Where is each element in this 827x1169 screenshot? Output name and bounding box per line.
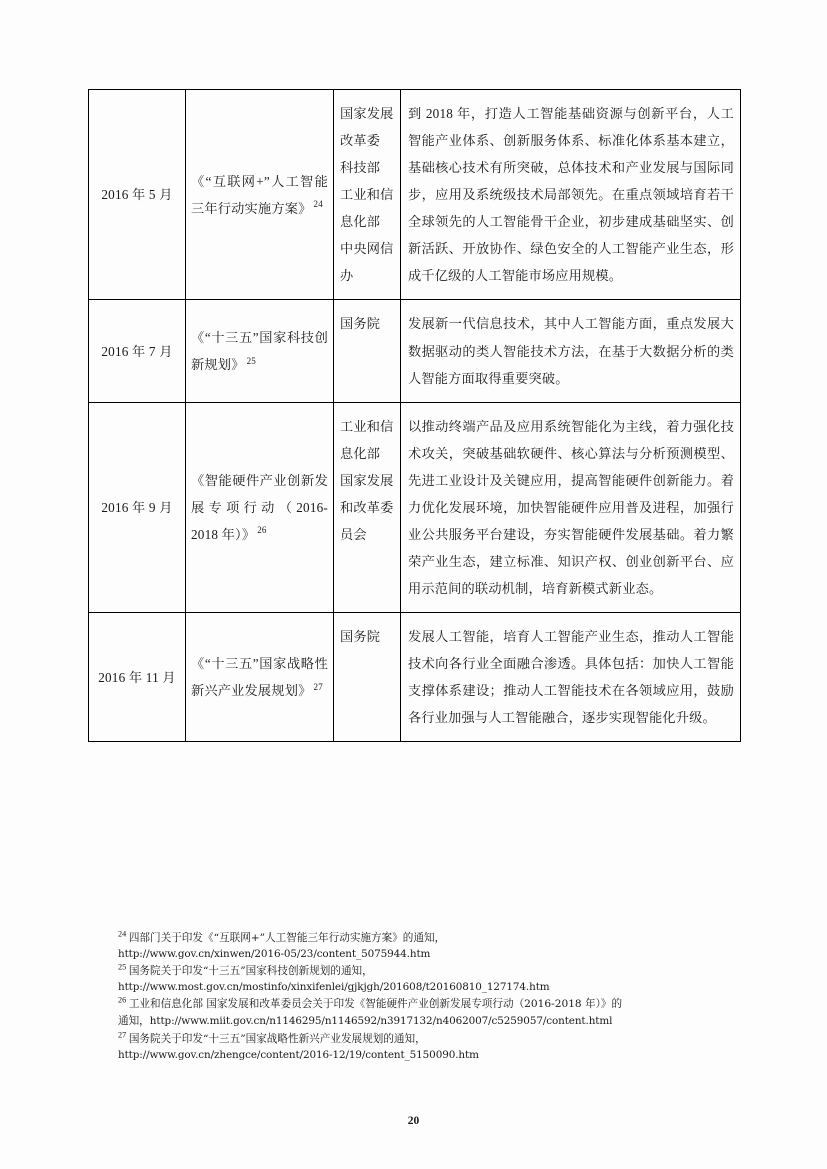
- cell-document: [186, 300, 334, 402]
- policy-table: [88, 89, 741, 742]
- org-line: 息化部: [340, 445, 381, 461]
- org-line: 工业和信: [340, 187, 394, 203]
- footnote-text: 四部门关于印发《“互联网+”人工智能三年行动实施方案》的通知，: [128, 932, 446, 944]
- page-number: 20: [407, 1115, 420, 1127]
- table-row: [89, 90, 741, 300]
- org-line: 国务院: [340, 316, 381, 332]
- org-line: 国务院: [340, 629, 381, 645]
- document-title-text: 《“互联网+”人工智能三年行动实施方案》: [191, 173, 328, 216]
- org-line: 国家发展: [340, 472, 394, 488]
- date-text: 2016 年 5 月: [101, 187, 173, 203]
- date-text: 2016 年 11 月: [98, 669, 176, 685]
- footnote-ref-25: 25: [246, 355, 256, 366]
- document-title: [186, 640, 333, 714]
- issuing-org-text: [334, 613, 400, 660]
- cell-description: [401, 90, 741, 300]
- cell-date: [89, 402, 186, 612]
- document-title-text: 《“十三五”国家战略性新兴产业发展规划》: [191, 656, 328, 699]
- cell-issuing-org: [334, 300, 401, 402]
- org-line: 员会: [340, 526, 367, 542]
- document-title: [186, 158, 333, 232]
- footnote-item: [118, 1031, 718, 1048]
- org-line: 中央网信: [340, 241, 394, 257]
- footnotes-section: [118, 930, 718, 1064]
- footnote-url[interactable]: http://www.miit.gov.cn/n1146295/n1146592/n3917132/n4062007/c5259057/content.html: [149, 1015, 613, 1028]
- date-text: 2016 年 9 月: [101, 499, 173, 515]
- cell-description: [401, 402, 741, 612]
- footnote-url[interactable]: http://www.gov.cn/zhengce/content/2016-12/19/content_5150090.htm: [118, 1048, 479, 1061]
- description-text: 发展人工智能，培育人工智能产业生态，推动人工智能技术向各行业全面融合渗透。具体包括：加快人工智能支撑体系建设；推动人工智能技术在各领域应用，鼓励各行业加强与人工智能融合，逐步实现智能化升级。: [408, 629, 734, 726]
- date-text: 2016 年 7 月: [101, 343, 173, 359]
- cell-description: [401, 613, 741, 742]
- footnote-item: [118, 963, 718, 980]
- document-title: [186, 314, 333, 388]
- cell-issuing-org: [334, 613, 401, 742]
- footnote-url[interactable]: http://www.most.gov.cn/mostinfo/xinxifenlei/gjkjgh/201608/t20160810_127174.htm: [118, 981, 550, 994]
- org-line: 科技部: [340, 160, 381, 176]
- policy-table-body: [89, 90, 741, 742]
- footnote-text-cont: 通知，: [118, 1015, 150, 1028]
- table-row: [89, 300, 741, 402]
- document-title-text: 《智能硬件产业创新发展专项行动（2016-2018 年）》: [191, 472, 328, 542]
- footnote-number: 26: [118, 995, 127, 1005]
- issuing-org-text: [334, 90, 400, 299]
- cell-document: [186, 402, 334, 612]
- table-row: [89, 402, 741, 612]
- footnote-ref-27: 27: [313, 681, 323, 692]
- footnote-ref-26: 26: [257, 525, 267, 536]
- cell-date: [89, 613, 186, 742]
- footnote-url[interactable]: http://www.gov.cn/xinwen/2016-05/23/content_5075944.htm: [118, 948, 431, 961]
- footnote-text: 国务院关于印发“十三五”国家战略性新兴产业发展规划的通知，: [128, 1032, 426, 1045]
- footnote-text: 工业和信息化部 国家发展和改革委员会关于印发《智能硬件产业创新发展专项行动（2016-2018 年）》的: [128, 998, 623, 1011]
- description-text: 到 2018 年，打造人工智能基础资源与创新平台，人工智能产业体系、创新服务体系、标准化体系基本建立，基础核心技术有所突破，总体技术和产业发展与国际同步，应用及系统级技术局部领先。在重点领域培育若干全球领先的人工智能骨干企业，初步建成基础坚实、创新活跃、开放协作、绿色安全的人工智能产业生态，形成千亿级的人工智能市场应用规模。: [408, 106, 734, 284]
- issuing-org-text: [334, 403, 400, 558]
- org-line: 改革委: [340, 133, 381, 149]
- footnote-url-line: [118, 1048, 718, 1064]
- cell-issuing-org: [334, 402, 401, 612]
- document-title: [186, 457, 333, 558]
- org-line: 国家发展: [340, 106, 394, 121]
- footnote-url-line: [118, 947, 718, 963]
- footnote-number: 25: [118, 962, 127, 972]
- footnote-item: [118, 930, 718, 947]
- footnote-url-line: [118, 980, 718, 996]
- cell-date: [89, 300, 186, 402]
- cell-issuing-org: [334, 90, 401, 300]
- document-title-text: 《“十三五”国家科技创新规划》: [191, 329, 328, 373]
- cell-date: [89, 90, 186, 300]
- cell-document: [186, 613, 334, 742]
- footnote-number: 24: [118, 929, 127, 939]
- description-text: 发展新一代信息技术，其中人工智能方面，重点发展大数据驱动的类人智能技术方法，在基于大数据分析的类人智能方面取得重要突破。: [408, 316, 734, 386]
- footnote-url-line: [118, 1013, 718, 1030]
- description-text: 以推动终端产品及应用系统智能化为主线，着力强化技术攻关，突破基础软硬件、核心算法与分析预测模型、先进工业设计及关键应用，提高智能硬件创新能力。着力优化发展环境，加快智能硬件应用普及进程，加强行业公共服务平台建设，夯实智能硬件发展基础。着力繁荣产业生态，建立标准、知识产权、创业创新平台、应用示范间的联动机制，培育新模式新业态。: [408, 418, 734, 596]
- table-row: [89, 613, 741, 742]
- footnote-number: 27: [118, 1030, 127, 1040]
- cell-description: [401, 300, 741, 402]
- cell-document: [186, 90, 334, 300]
- footnote-text: 国务院关于印发“十三五”国家科技创新规划的通知，: [128, 965, 373, 978]
- org-line: 和改革委: [340, 499, 394, 515]
- org-line: 办: [340, 268, 354, 284]
- footnote-item: [118, 996, 718, 1013]
- issuing-org-text: [334, 300, 400, 347]
- org-line: 工业和信: [340, 418, 394, 434]
- footnote-ref-24: 24: [313, 199, 323, 210]
- org-line: 息化部: [340, 214, 381, 230]
